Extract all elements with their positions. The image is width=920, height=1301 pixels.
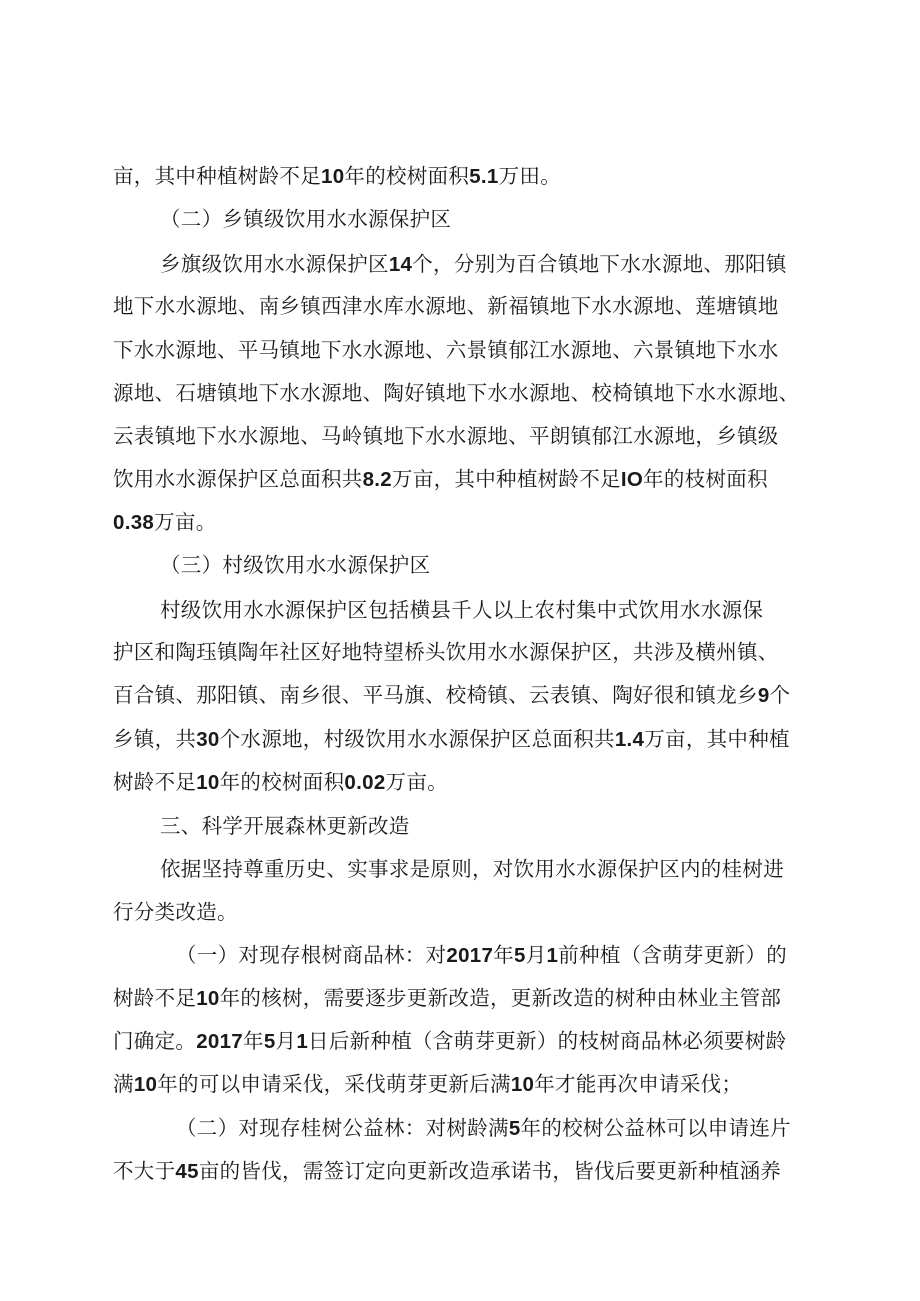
text-line: 树龄不足10年的核树，需要逐步更新改造，更新改造的树种由林业主管部 [113, 986, 782, 1010]
text-line: 乡镇，共30个水源地，村级饮用水水源保护区总面积共1.4万亩，其中种植 [113, 727, 790, 751]
section-heading: （二）乡镇级饮用水水源保护区 [160, 207, 452, 231]
text-line: 0.38万亩。 [113, 510, 217, 534]
text-line: 护区和陶珏镇陶年社区好地特望桥头饮用水水源保护区，共涉及横州镇、 [113, 640, 779, 664]
text-line: （二）对现存桂树公益林：对树龄满5年的校树公益林可以申请连片 [176, 1116, 791, 1140]
text-line: 不大于45亩的皆伐，需签订定向更新改造承诺书，皆伐后要更新种植涵养 [113, 1159, 782, 1183]
text-line: 村级饮用水水源保护区包括横县千人以上农村集中式饮用水水源保 [160, 598, 764, 622]
text-line: 依据坚持尊重历史、实事求是原则，对饮用水水源保护区内的桂树进 [160, 857, 784, 881]
text-line: 亩，其中种植树龄不足10年的校树面积5.1万田。 [113, 164, 562, 188]
text-line: 百合镇、那阳镇、南乡很、平马旗、校椅镇、云表镇、陶好很和镇龙乡9个 [113, 683, 791, 707]
text-line: 行分类改造。 [113, 900, 238, 924]
text-line: 饮用水水源保护区总面积共8.2万亩，其中种植树龄不足IO年的枝树面积 [113, 467, 768, 491]
text-line: 下水水源地、平马镇地下水水源地、六景镇郁江水源地、六景镇地下水水 [113, 338, 779, 362]
text-line: 门确定。2017年5月1日后新种植（含萌芽更新）的枝树商品林必须要树龄 [113, 1029, 787, 1053]
text-line: （一）对现存根树商品林：对2017年5月1前种植（含萌芽更新）的 [176, 943, 788, 967]
section-heading: 三、科学开展森林更新改造 [160, 814, 410, 838]
text-line: 源地、石塘镇地下水水源地、陶好镇地下水水源地、校椅镇地下水水源地、 [113, 381, 800, 405]
section-heading: （三）村级饮用水水源保护区 [160, 553, 431, 577]
text-line: 地下水水源地、南乡镇西津水库水源地、新福镇地下水水源地、莲塘镇地 [113, 294, 779, 318]
text-line: 满10年的可以申请采伐，采伐萌芽更新后满10年才能再次申请采伐； [113, 1072, 743, 1096]
text-line: 树龄不足10年的校树面积0.02万亩。 [113, 770, 448, 794]
text-line: 云表镇地下水水源地、马岭镇地下水水源地、平朗镇郁江水源地，乡镇级 [113, 424, 779, 448]
text-line: 乡旗级饮用水水源保护区14个，分别为百合镇地下水水源地、那阳镇 [160, 252, 787, 276]
